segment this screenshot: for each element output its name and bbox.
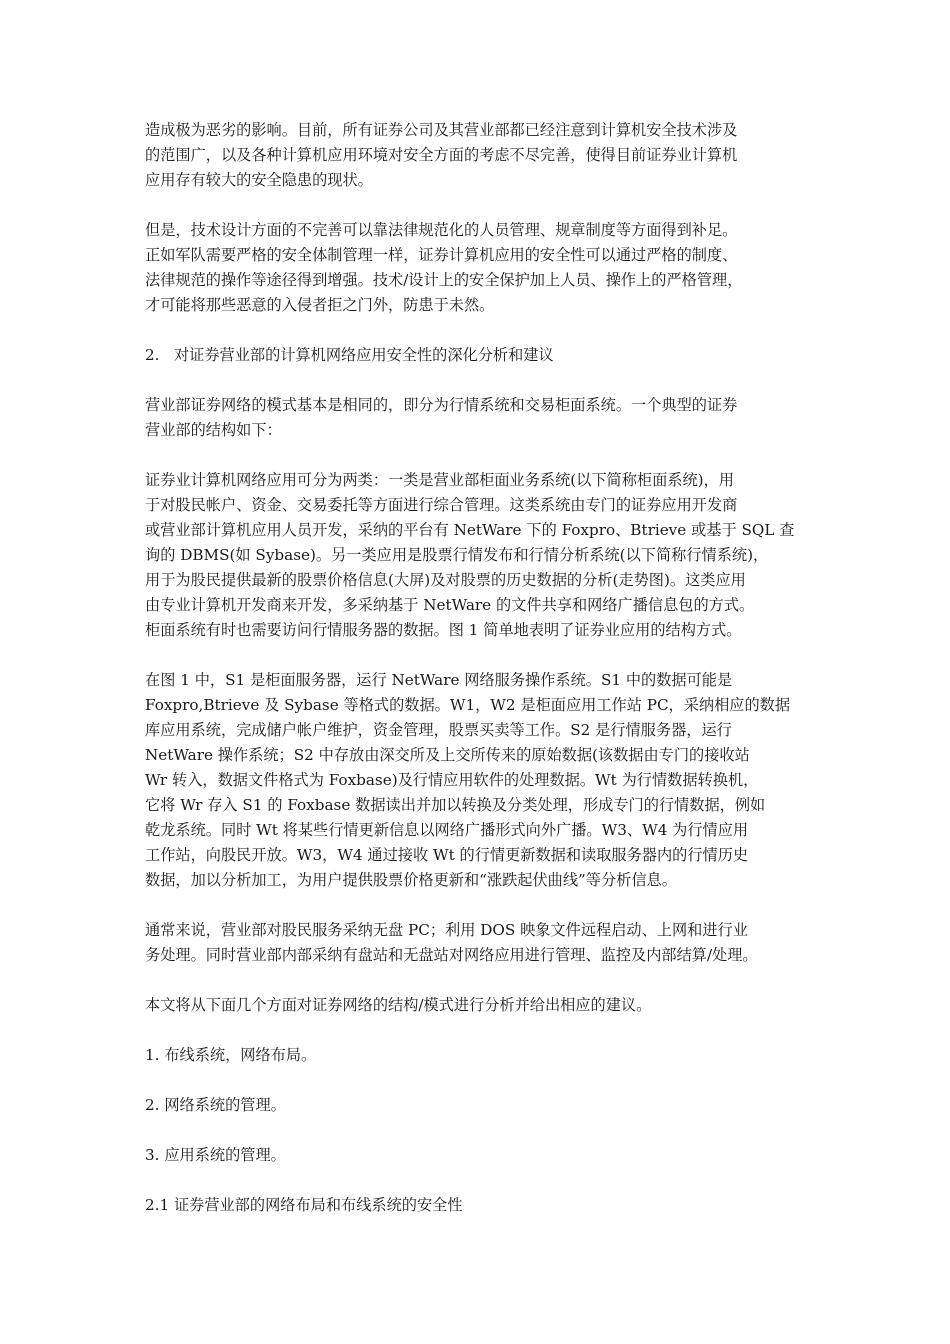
text-line: 在图 1 中，S1 是柜面服务器，运行 NetWare 网络服务操作系统。S1 中的数据可能是 <box>145 671 733 689</box>
text-line: Foxpro,Btrieve 及 Sybase 等格式的数据。W1，W2 是柜面应用工作站 PC，采纳相应的数据 <box>145 696 791 714</box>
text-line: 应用存有较大的安全隐患的现状。 <box>145 171 373 189</box>
text-line: 法律规范的操作等途径得到增强。技术/设计上的安全保护加上人员、操作上的严格管理， <box>145 271 743 289</box>
text-line: 它将 Wr 存入 S1 的 Foxbase 数据读出并加以转换及分类处理，形成专门的行情数据，例如 <box>145 796 766 814</box>
paragraph-security-awareness <box>145 118 813 193</box>
text-line: 证券业计算机网络应用可分为两类：一类是营业部柜面业务系统(以下简称柜面系统)，用 <box>145 471 734 489</box>
text-line: 但是，技术设计方面的不完善可以靠法律规范化的人员管理、规章制度等方面得到补足。 <box>145 221 738 239</box>
text-line: 通常来说，营业部对股民服务采纳无盘 PC；利用 DOS 映象文件远程启动、上网和进行业 <box>145 921 748 939</box>
list-item-text: 1. 布线系统，网络布局。 <box>145 1046 317 1064</box>
text-line: NetWare 操作系统；S2 中存放由深交所及上交所传来的原始数据(该数据由专门的接收站 <box>145 746 750 764</box>
text-line: 才可能将那些恶意的入侵者拒之门外，防患于未然。 <box>145 296 495 314</box>
section-heading-2-1 <box>145 1193 813 1218</box>
heading-text: 2. 对证券营业部的计算机网络应用安全性的深化分析和建议 <box>145 346 554 364</box>
text-line: 用于为股民提供最新的股票价格信息(大屏)及对股票的历史数据的分析(走势图)。这类应用 <box>145 571 746 589</box>
list-item-1 <box>145 1043 813 1068</box>
paragraph-analysis-intro <box>145 993 813 1018</box>
text-line: 正如军队需要严格的安全体制管理一样，证券计算机应用的安全性可以通过严格的制度、 <box>145 246 738 264</box>
text-line: 务处理。同时营业部内部采纳有盘站和无盘站对网络应用进行管理、监控及内部结算/处理。 <box>145 946 758 964</box>
text-line: 营业部证券网络的模式基本是相同的，即分为行情系统和交易柜面系统。一个典型的证券 <box>145 396 738 414</box>
text-line: 乾龙系统。同时 Wt 将某些行情更新信息以网络广播形式向外广播。W3、W4 为行情应用 <box>145 821 749 839</box>
text-line: 询的 DBMS(如 Sybase)。另一类应用是股票行情发布和行情分析系统(以下简称行情系统)， <box>145 546 769 564</box>
text-line: 柜面系统有时也需要访问行情服务器的数据。图 1 简单地表明了证券业应用的结构方式。 <box>145 621 742 639</box>
text-line: 本文将从下面几个方面对证券网络的结构/模式进行分析并给出相应的建议。 <box>145 996 652 1014</box>
paragraph-application-types <box>145 468 813 643</box>
document-body <box>145 118 813 1218</box>
text-line: 库应用系统，完成储户帐户维护，资金管理，股票买卖等工作。S2 是行情服务器，运行 <box>145 721 732 739</box>
section-heading-2 <box>145 343 813 368</box>
text-line: 于对股民帐户、资金、交易委托等方面进行综合管理。这类系统由专门的证券应用开发商 <box>145 496 738 514</box>
paragraph-figure-description <box>145 668 813 893</box>
text-line: 工作站，向股民开放。W3，W4 通过接收 Wt 的行情更新数据和读取服务器内的行情历史 <box>145 846 749 864</box>
text-line: 营业部的结构如下： <box>145 421 282 439</box>
text-line: 或营业部计算机应用人员开发，采纳的平台有 NetWare 下的 Foxpro、Btrieve 或基于 SQL 查 <box>145 521 795 539</box>
paragraph-legal-management <box>145 218 813 318</box>
list-item-text: 2. 网络系统的管理。 <box>145 1096 286 1114</box>
list-item-2 <box>145 1093 813 1118</box>
list-item-text: 3. 应用系统的管理。 <box>145 1146 286 1164</box>
paragraph-network-model <box>145 393 813 443</box>
text-line: Wr 转入，数据文件格式为 Foxbase)及行情应用软件的处理数据。Wt 为行情数据转换机， <box>145 771 759 789</box>
text-line: 的范围广，以及各种计算机应用环境对安全方面的考虑不尽完善，使得目前证券业计算机 <box>145 146 738 164</box>
heading-text: 2.1 证券营业部的网络布局和布线系统的安全性 <box>145 1196 463 1214</box>
text-line: 造成极为恶劣的影响。目前，所有证券公司及其营业部都已经注意到计算机安全技术涉及 <box>145 121 738 139</box>
list-item-3 <box>145 1143 813 1168</box>
text-line: 由专业计算机开发商来开发，多采纳基于 NetWare 的文件共享和网络广播信息包的方式。 <box>145 596 755 614</box>
paragraph-diskless-pc <box>145 918 813 968</box>
text-line: 数据，加以分析加工，为用户提供股票价格更新和“涨跌起伏曲线”等分析信息。 <box>145 871 677 889</box>
